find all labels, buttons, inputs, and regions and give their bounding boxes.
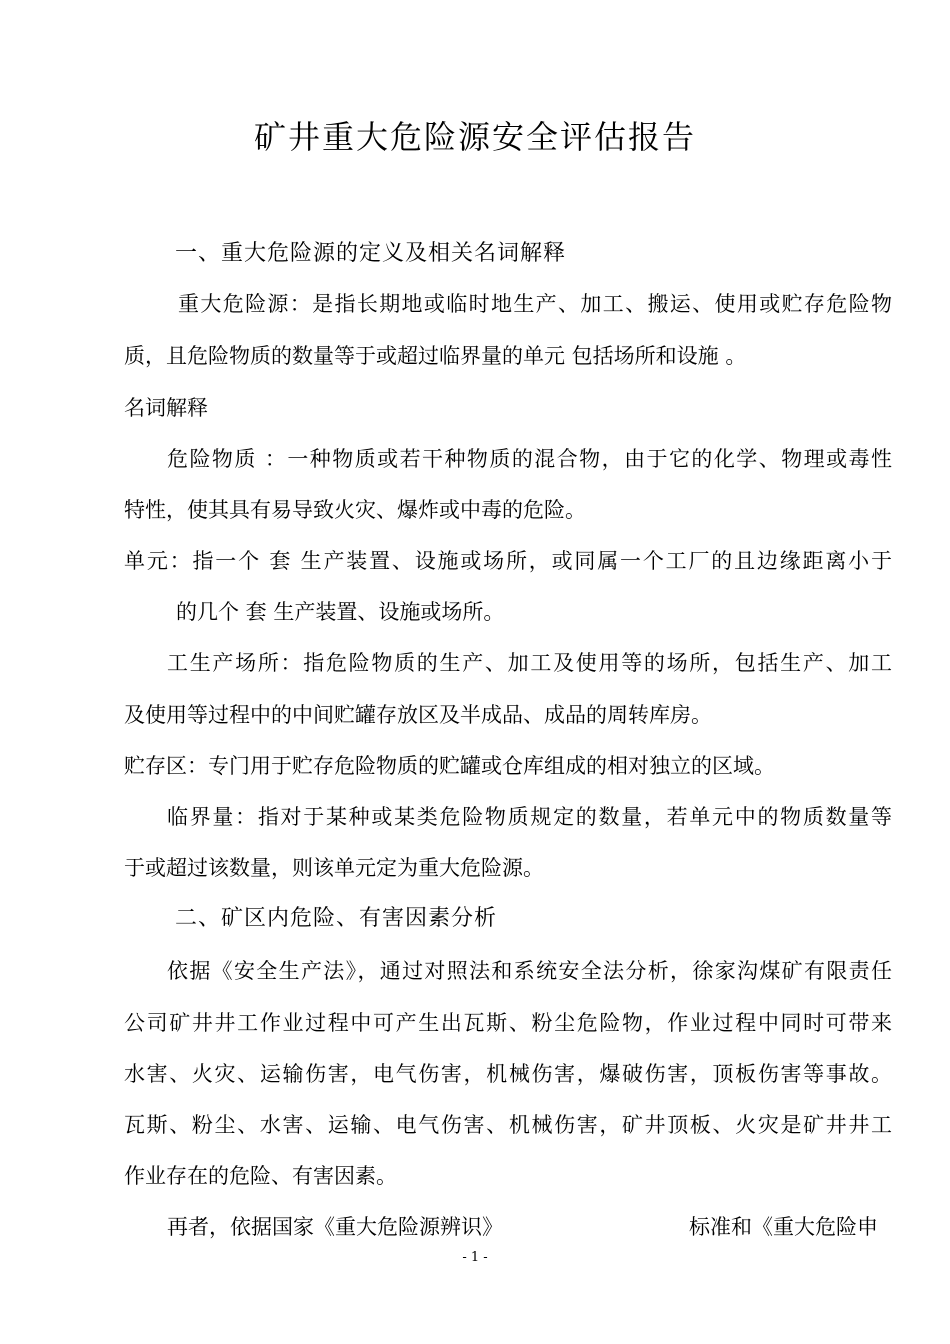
page-number: - 1 - bbox=[462, 1250, 488, 1265]
section-1-heading: 一、重大危险源的定义及相关名词解释 bbox=[175, 241, 567, 266]
unit-line-1: 单元：指一个 套 生产装置、设施或场所，或同属一个工厂的且边缘距离小于 bbox=[124, 549, 892, 573]
document-title: 矿井重大危险源安全评估报告 bbox=[253, 118, 696, 156]
analysis-line-4: 瓦斯、粉尘、水害、运输、电气伤害、机械伤害，矿井顶板、火灾是矿井井工 bbox=[124, 1113, 892, 1137]
definition-line-2: 质，且危险物质的数量等于或超过临界量的单元 包括场所和设施 。 bbox=[124, 344, 747, 368]
site-line-1: 工生产场所：指危险物质的生产、加工及使用等的场所，包括生产、加工 bbox=[167, 651, 892, 675]
storage-line-1: 贮存区：专门用于贮存危险物质的贮罐或仓库组成的相对独立的区域。 bbox=[124, 754, 775, 778]
site-line-2: 及使用等过程中的中间贮罐存放区及半成品、成品的周转库房。 bbox=[124, 703, 712, 727]
analysis-line-2: 公司矿井井工作业过程中可产生出瓦斯、粉尘危险物，作业过程中同时可带来 bbox=[124, 1011, 892, 1035]
analysis-line-5: 作业存在的危险、有害因素。 bbox=[124, 1164, 397, 1188]
standards-line-left: 再者，依据国家《重大危险源辨识》 bbox=[167, 1215, 503, 1239]
hazmat-line-1: 危险物质 ：一种物质或若干种物质的混合物，由于它的化学、物理或毒性 bbox=[167, 447, 892, 471]
threshold-line-1: 临界量：指对于某种或某类危险物质规定的数量，若单元中的物质数量等 bbox=[167, 805, 892, 829]
definition-line-1: 重大危险源：是指长期地或临时地生产、加工、搬运、使用或贮存危险物 bbox=[178, 292, 892, 316]
threshold-line-2: 于或超过该数量，则该单元定为重大危险源。 bbox=[124, 856, 544, 880]
standards-line-right: 标准和《重大危险申 bbox=[689, 1215, 878, 1239]
terms-heading: 名词解释 bbox=[124, 396, 208, 420]
hazmat-line-2: 特性，使其具有易导致火灾、爆炸或中毒的危险。 bbox=[124, 498, 586, 522]
analysis-line-1: 依据《安全生产法》，通过对照法和系统安全法分析，徐家沟煤矿有限责任 bbox=[167, 959, 892, 983]
unit-line-2: 的几个 套 生产装置、设施或场所。 bbox=[176, 600, 505, 624]
analysis-line-3: 水害、火灾、运输伤害，电气伤害，机械伤害，爆破伤害，顶板伤害等事故。 bbox=[124, 1062, 892, 1086]
section-2-heading: 二、矿区内危险、有害因素分析 bbox=[175, 906, 498, 931]
